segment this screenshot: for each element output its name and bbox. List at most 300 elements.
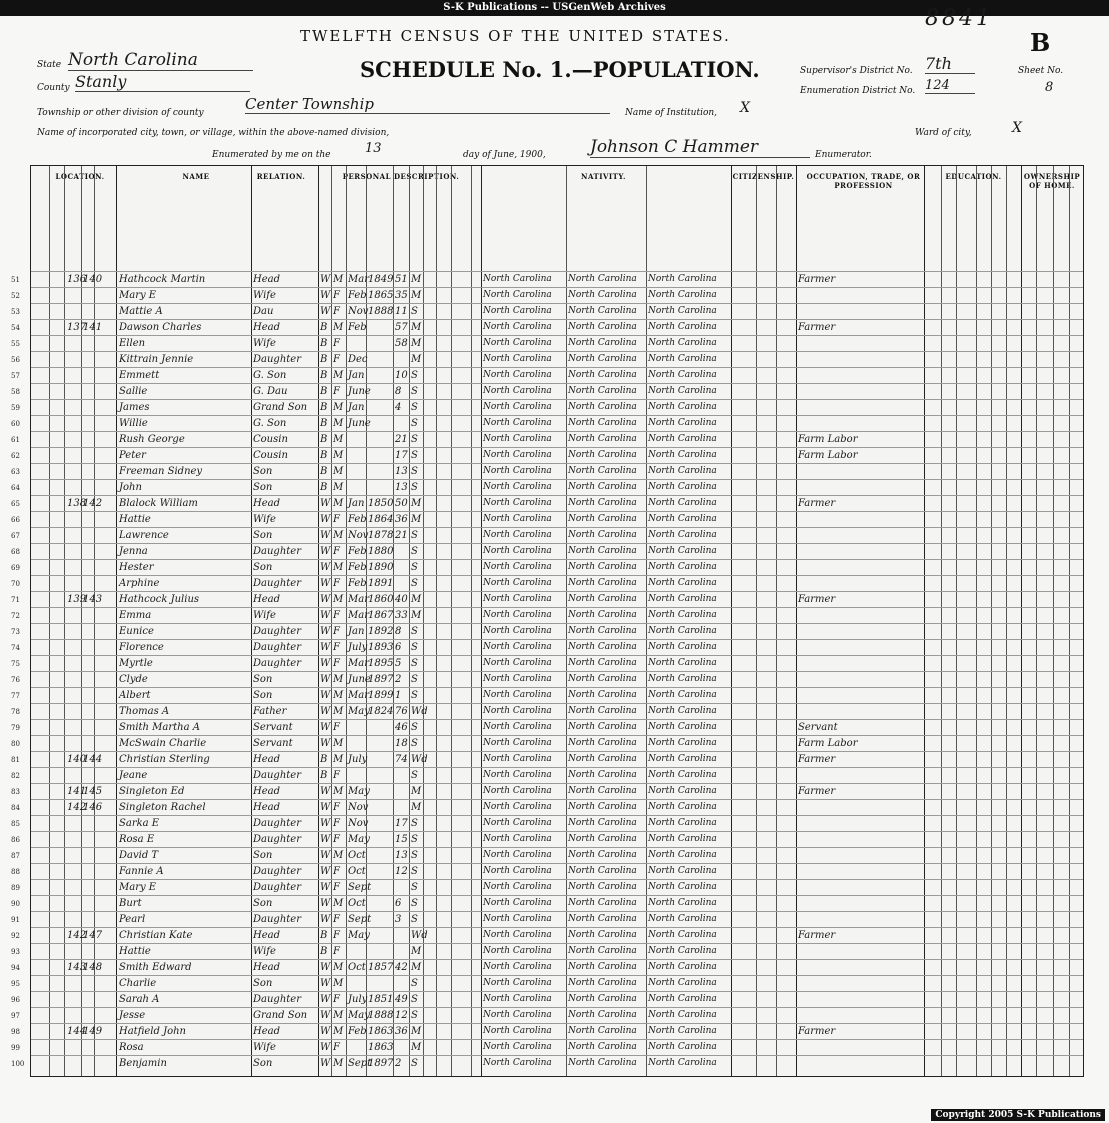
row-number: 99: [11, 1044, 20, 1052]
cell-race: B: [320, 930, 328, 941]
cell-dw: 142: [67, 802, 87, 813]
cell-bp: North Carolina: [483, 274, 552, 284]
cell-age: 35: [395, 290, 408, 301]
cell-fbp: North Carolina: [568, 834, 637, 844]
cell-ms: M: [411, 962, 422, 973]
cell-name: Mattie A: [119, 306, 163, 317]
cell-mon: Dec: [348, 354, 368, 365]
cell-bp: North Carolina: [483, 338, 552, 348]
cell-mbp: North Carolina: [648, 610, 717, 620]
row-number: 75: [11, 660, 20, 668]
cell-yr: 1893: [368, 642, 394, 653]
cell-age: 15: [395, 834, 408, 845]
table-row: [11, 1039, 1083, 1056]
cell-rel: Daughter: [253, 994, 301, 1005]
cell-sex: F: [333, 882, 340, 893]
table-row: [11, 1055, 1083, 1072]
cell-name: Smith Edward: [119, 962, 192, 973]
cell-rel: Wife: [253, 290, 276, 301]
cell-ms: Wd: [411, 706, 428, 717]
state-label: State: [37, 60, 62, 70]
cell-mbp: North Carolina: [648, 962, 717, 972]
cell-ms: S: [411, 866, 418, 877]
cell-age: 13: [395, 466, 408, 477]
cell-sex: M: [333, 402, 344, 413]
cell-ms: S: [411, 738, 418, 749]
cell-mbp: North Carolina: [648, 578, 717, 588]
cell-ms: S: [411, 850, 418, 861]
cell-sex: M: [333, 978, 344, 989]
row-number: 74: [11, 644, 20, 652]
cell-occ: Farmer: [798, 1026, 836, 1037]
cell-sex: M: [333, 482, 344, 493]
population-table: [11, 165, 1084, 1077]
cell-rel: Daughter: [253, 658, 301, 669]
cell-sex: F: [333, 994, 340, 1005]
cell-mbp: North Carolina: [648, 1042, 717, 1052]
cell-name: Kittrain Jennie: [119, 354, 194, 365]
cell-sex: F: [333, 930, 340, 941]
cell-sex: F: [333, 946, 340, 957]
cell-rel: Grand Son: [253, 402, 308, 413]
cell-rel: G. Son: [253, 370, 287, 381]
row-number: 90: [11, 900, 20, 908]
cell-name: Mary E: [119, 882, 157, 893]
row-number: 76: [11, 676, 20, 684]
cell-occ: Farmer: [798, 786, 836, 797]
cell-mon: Jan: [348, 626, 365, 637]
cell-ms: S: [411, 306, 418, 317]
cell-fbp: North Carolina: [568, 514, 637, 524]
cell-rel: Wife: [253, 514, 276, 525]
district-box: [790, 54, 1080, 100]
cell-age: 13: [395, 482, 408, 493]
cell-name: Arphine: [119, 578, 160, 589]
cell-rel: Son: [253, 850, 273, 861]
row-number: 60: [11, 420, 20, 428]
cell-bp: North Carolina: [483, 450, 552, 460]
cell-sex: F: [333, 802, 340, 813]
cell-bp: North Carolina: [483, 978, 552, 988]
cell-yr: 1863: [368, 1026, 394, 1037]
row-number: 63: [11, 468, 20, 476]
cell-name: Singleton Ed: [119, 786, 185, 797]
group-citizenship: CITIZENSHIP.: [732, 172, 795, 181]
cell-ms: S: [411, 562, 418, 573]
cell-race: B: [320, 482, 328, 493]
cell-fbp: North Carolina: [568, 610, 637, 620]
row-number: 57: [11, 372, 20, 380]
cell-fbp: North Carolina: [568, 978, 637, 988]
cell-ms: S: [411, 370, 418, 381]
cell-race: B: [320, 450, 328, 461]
cell-yr: 1888: [368, 306, 394, 317]
table-row: [11, 815, 1083, 832]
cell-race: W: [320, 626, 331, 637]
cell-sex: M: [333, 562, 344, 573]
cell-mbp: North Carolina: [648, 434, 717, 444]
cell-mbp: North Carolina: [648, 466, 717, 476]
cell-fam: 144: [83, 754, 103, 765]
row-number: 69: [11, 564, 20, 572]
cell-rel: Head: [253, 274, 281, 285]
cell-mon: Jan: [348, 370, 365, 381]
cell-fam: 148: [83, 962, 103, 973]
row-number: 97: [11, 1012, 20, 1020]
cell-name: Fannie A: [119, 866, 164, 877]
cell-age: 46: [395, 722, 408, 733]
table-row: [11, 271, 1083, 288]
cell-mbp: North Carolina: [648, 802, 717, 812]
cell-mon: June: [348, 418, 371, 429]
cell-sex: M: [333, 738, 344, 749]
cell-race: W: [320, 690, 331, 701]
cell-rel: Son: [253, 530, 273, 541]
cell-mbp: North Carolina: [648, 882, 717, 892]
cell-fbp: North Carolina: [568, 994, 637, 1004]
cell-age: 6: [395, 642, 402, 653]
cell-rel: Head: [253, 594, 281, 605]
cell-ms: S: [411, 818, 418, 829]
institution-value: X: [740, 100, 750, 116]
row-number: 66: [11, 516, 20, 524]
cell-rel: Cousin: [253, 450, 288, 461]
cell-bp: North Carolina: [483, 866, 552, 876]
cell-name: Hester: [119, 562, 154, 573]
cell-rel: Daughter: [253, 818, 301, 829]
cell-mbp: North Carolina: [648, 450, 717, 460]
cell-rel: Servant: [253, 738, 293, 749]
cell-ms: S: [411, 578, 418, 589]
table-row: [11, 1007, 1083, 1024]
cell-bp: North Carolina: [483, 322, 552, 332]
cell-yr: 1892: [368, 626, 394, 637]
cell-ms: S: [411, 482, 418, 493]
cell-fam: 146: [83, 802, 103, 813]
cell-rel: Daughter: [253, 578, 301, 589]
cell-mon: May: [348, 1010, 370, 1021]
table-row: [11, 479, 1083, 496]
cell-mbp: North Carolina: [648, 738, 717, 748]
cell-mon: Sept: [348, 1058, 372, 1069]
cell-rel: Son: [253, 898, 273, 909]
cell-mbp: North Carolina: [648, 866, 717, 876]
cell-race: B: [320, 354, 328, 365]
cell-age: 57: [395, 322, 408, 333]
cell-mon: Feb: [348, 322, 367, 333]
cell-mon: Oct: [348, 898, 366, 909]
cell-bp: North Carolina: [483, 306, 552, 316]
cell-ms: S: [411, 914, 418, 925]
cell-bp: North Carolina: [483, 994, 552, 1004]
cell-name: Emma: [119, 610, 152, 621]
cell-mbp: North Carolina: [648, 930, 717, 940]
cell-age: 18: [395, 738, 408, 749]
cell-fbp: North Carolina: [568, 1026, 637, 1036]
cell-sex: F: [333, 866, 340, 877]
cell-mbp: North Carolina: [648, 402, 717, 412]
cell-ms: S: [411, 418, 418, 429]
cell-rel: Son: [253, 978, 273, 989]
cell-mbp: North Carolina: [648, 818, 717, 828]
cell-mon: May: [348, 834, 370, 845]
cell-ms: S: [411, 466, 418, 477]
cell-occ: Farm Labor: [798, 738, 858, 749]
table-row: [11, 911, 1083, 928]
cell-ms: M: [411, 594, 422, 605]
group-relation: RELATION.: [256, 172, 306, 181]
cell-rel: G. Son: [253, 418, 287, 429]
cell-bp: North Carolina: [483, 466, 552, 476]
cell-mbp: North Carolina: [648, 914, 717, 924]
cell-mbp: North Carolina: [648, 850, 717, 860]
cell-fbp: North Carolina: [568, 754, 637, 764]
cell-fbp: North Carolina: [568, 578, 637, 588]
cell-sex: M: [333, 962, 344, 973]
cell-sex: F: [333, 386, 340, 397]
cell-race: W: [320, 674, 331, 685]
cell-race: W: [320, 610, 331, 621]
cell-sex: M: [333, 1026, 344, 1037]
cell-ms: M: [411, 786, 422, 797]
cell-ms: S: [411, 978, 418, 989]
cell-bp: North Carolina: [483, 386, 552, 396]
cell-name: Sallie: [119, 386, 148, 397]
cell-sex: F: [333, 1042, 340, 1053]
cell-dw: 141: [67, 786, 87, 797]
cell-rel: Wife: [253, 946, 276, 957]
cell-sex: M: [333, 418, 344, 429]
table-row: [11, 447, 1083, 464]
cell-mbp: North Carolina: [648, 338, 717, 348]
cell-ms: M: [411, 1026, 422, 1037]
cell-bp: North Carolina: [483, 1010, 552, 1020]
row-number: 59: [11, 404, 20, 412]
cell-fam: 142: [83, 498, 103, 509]
cell-bp: North Carolina: [483, 946, 552, 956]
cell-ms: M: [411, 274, 422, 285]
cell-mon: Mar: [348, 658, 369, 669]
cell-mbp: North Carolina: [648, 562, 717, 572]
cell-fbp: North Carolina: [568, 338, 637, 348]
cell-sex: F: [333, 354, 340, 365]
cell-mon: Feb: [348, 578, 367, 589]
cell-name: Clyde: [119, 674, 148, 685]
cell-rel: Head: [253, 754, 281, 765]
cell-yr: 1864: [368, 514, 394, 525]
cell-name: Jeane: [119, 770, 148, 781]
cell-sex: M: [333, 466, 344, 477]
cell-ms: S: [411, 626, 418, 637]
cell-bp: North Carolina: [483, 690, 552, 700]
cell-fbp: North Carolina: [568, 818, 637, 828]
row-number: 83: [11, 788, 20, 796]
cell-rel: Head: [253, 1026, 281, 1037]
cell-name: Myrtle: [119, 658, 153, 669]
cell-rel: Daughter: [253, 866, 301, 877]
cell-occ: Farm Labor: [798, 434, 858, 445]
cell-race: B: [320, 322, 328, 333]
cell-name: Eunice: [119, 626, 154, 637]
cell-race: W: [320, 578, 331, 589]
cell-bp: North Carolina: [483, 850, 552, 860]
cell-age: 1: [395, 690, 402, 701]
cell-bp: North Carolina: [483, 706, 552, 716]
cell-mon: July: [348, 642, 368, 653]
cell-age: 50: [395, 498, 408, 509]
table-row: [11, 639, 1083, 656]
cell-mbp: North Carolina: [648, 514, 717, 524]
cell-mbp: North Carolina: [648, 658, 717, 668]
cell-sex: M: [333, 754, 344, 765]
cell-fbp: North Carolina: [568, 306, 637, 316]
cell-dw: 144: [67, 1026, 87, 1037]
sheet-letter: B: [1030, 28, 1051, 57]
cell-race: W: [320, 994, 331, 1005]
cell-age: 36: [395, 1026, 408, 1037]
cell-age: 40: [395, 594, 408, 605]
cell-bp: North Carolina: [483, 1042, 552, 1052]
cell-bp: North Carolina: [483, 738, 552, 748]
cell-yr: 1824: [368, 706, 394, 717]
ward-value: X: [1012, 120, 1022, 136]
table-row: [11, 319, 1083, 336]
table-header: [31, 166, 1083, 272]
cell-mon: Mar: [348, 274, 369, 285]
table-row: [11, 335, 1083, 352]
cell-name: Hattie: [119, 946, 151, 957]
cell-fam: 141: [83, 322, 103, 333]
cell-yr: 1899: [368, 690, 394, 701]
cell-bp: North Carolina: [483, 562, 552, 572]
table-row: [11, 831, 1083, 848]
cell-bp: North Carolina: [483, 722, 552, 732]
cell-bp: North Carolina: [483, 402, 552, 412]
cell-race: B: [320, 370, 328, 381]
cell-age: 17: [395, 450, 408, 461]
cell-dw: 136: [67, 274, 87, 285]
cell-sex: F: [333, 290, 340, 301]
cell-name: Emmett: [119, 370, 160, 381]
table-row: [11, 863, 1083, 880]
cell-sex: F: [333, 770, 340, 781]
cell-name: Charlie: [119, 978, 157, 989]
cell-fbp: North Carolina: [568, 466, 637, 476]
cell-sex: F: [333, 818, 340, 829]
cell-rel: Daughter: [253, 546, 301, 557]
cell-name: Sarka E: [119, 818, 160, 829]
cell-ms: S: [411, 546, 418, 557]
cell-mon: Jan: [348, 402, 365, 413]
cell-name: Jesse: [119, 1010, 146, 1021]
cell-ms: S: [411, 386, 418, 397]
row-number: 70: [11, 580, 20, 588]
enumerator-label: Enumerator.: [815, 150, 872, 160]
cell-name: Christian Kate: [119, 930, 193, 941]
census-title: TWELFTH CENSUS OF THE UNITED STATES.: [300, 27, 731, 45]
cell-mon: Feb: [348, 290, 367, 301]
ward-label: Ward of city,: [915, 128, 972, 138]
cell-dw: 137: [67, 322, 87, 333]
cell-rel: Daughter: [253, 914, 301, 925]
cell-sex: M: [333, 786, 344, 797]
cell-bp: North Carolina: [483, 834, 552, 844]
cell-race: B: [320, 386, 328, 397]
group-name: NAME: [182, 172, 210, 181]
cell-name: Hathcock Martin: [119, 274, 206, 285]
row-number: 98: [11, 1028, 20, 1036]
cell-bp: North Carolina: [483, 914, 552, 924]
cell-age: 49: [395, 994, 408, 1005]
cell-mbp: North Carolina: [648, 498, 717, 508]
row-number: 100: [11, 1060, 25, 1068]
table-row: [11, 351, 1083, 368]
cell-race: B: [320, 466, 328, 477]
row-number: 86: [11, 836, 20, 844]
cell-bp: North Carolina: [483, 818, 552, 828]
cell-race: B: [320, 770, 328, 781]
cell-mon: May: [348, 786, 370, 797]
cell-fbp: North Carolina: [568, 914, 637, 924]
cell-rel: Daughter: [253, 354, 301, 365]
row-number: 88: [11, 868, 20, 876]
cell-occ: Farmer: [798, 930, 836, 941]
cell-age: 4: [395, 402, 402, 413]
table-row: [11, 895, 1083, 912]
cell-sex: M: [333, 594, 344, 605]
cell-name: Benjamin: [119, 1058, 167, 1069]
cell-bp: North Carolina: [483, 962, 552, 972]
cell-name: Rosa E: [119, 834, 155, 845]
table-row: [11, 399, 1083, 416]
row-number: 81: [11, 756, 20, 764]
cell-race: W: [320, 1042, 331, 1053]
sheet-label: Sheet No.: [1018, 66, 1064, 76]
cell-occ: Farmer: [798, 754, 836, 765]
table-row: [11, 527, 1083, 544]
cell-race: W: [320, 738, 331, 749]
table-row: [11, 959, 1083, 976]
cell-name: Peter: [119, 450, 146, 461]
cell-rel: Dau: [253, 306, 274, 317]
cell-rel: Cousin: [253, 434, 288, 445]
cell-ms: S: [411, 1010, 418, 1021]
cell-sex: M: [333, 274, 344, 285]
cell-fbp: North Carolina: [568, 290, 637, 300]
cell-rel: Servant: [253, 722, 293, 733]
table-row: [11, 415, 1083, 432]
cell-name: Hatfield John: [119, 1026, 186, 1037]
table-row: [11, 303, 1083, 320]
cell-name: Willie: [119, 418, 148, 429]
cell-name: Rosa: [119, 1042, 144, 1053]
row-number: 84: [11, 804, 20, 812]
day-of-label: day of June, 1900,: [463, 150, 546, 160]
cell-fbp: North Carolina: [568, 370, 637, 380]
enumeration-label: Enumeration District No.: [800, 86, 916, 96]
cell-race: W: [320, 802, 331, 813]
cell-yr: 1890: [368, 562, 394, 573]
cell-yr: 1851: [368, 994, 394, 1005]
cell-ms: S: [411, 530, 418, 541]
row-number: 77: [11, 692, 20, 700]
cell-fbp: North Carolina: [568, 434, 637, 444]
enumerated-label: Enumerated by me on the: [212, 150, 331, 160]
cell-mon: May: [348, 706, 370, 717]
row-number: 54: [11, 324, 20, 332]
cell-mbp: North Carolina: [648, 306, 717, 316]
cell-name: Ellen: [119, 338, 146, 349]
